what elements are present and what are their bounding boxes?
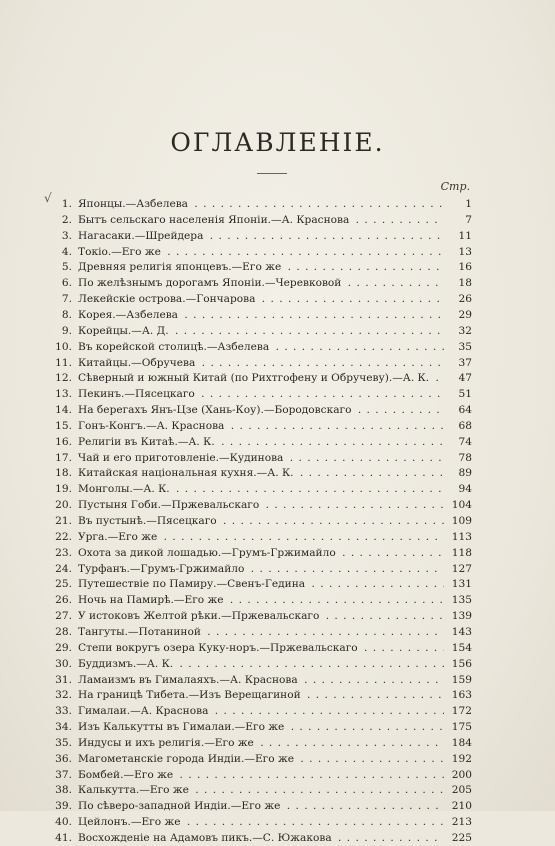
toc-entry-title-leader <box>78 624 444 640</box>
toc-entry <box>52 814 472 830</box>
toc-entry-number: 7. <box>61 293 72 306</box>
toc-entry-title-leader <box>78 228 444 244</box>
toc-entry-title-leader <box>78 196 444 212</box>
toc-entry <box>52 751 472 767</box>
toc-entry-page: 131 <box>451 578 472 591</box>
toc-entry-title: Бомбей.—Его же <box>78 768 174 781</box>
toc-entry <box>52 339 472 355</box>
toc-entry <box>52 719 472 735</box>
toc-entry <box>52 402 472 418</box>
toc-entry-number: 19. <box>55 483 72 496</box>
toc-entry-title-leader <box>78 640 444 656</box>
toc-entry-title-leader <box>78 592 444 608</box>
toc-entry <box>52 386 472 402</box>
toc-entry-page: 104 <box>451 499 472 512</box>
toc-entry-page: 118 <box>451 546 472 559</box>
toc-entry-title-leader <box>78 323 444 339</box>
toc-entry-number: 13. <box>55 388 72 401</box>
toc-entry <box>52 592 472 608</box>
toc-entry-title: Путешествіе по Памиру.—Свенъ-Гедина <box>78 578 306 591</box>
toc-entry-page: 225 <box>451 832 472 844</box>
toc-entry-number: 2. <box>61 213 72 226</box>
toc-entry-page: 205 <box>451 784 472 797</box>
toc-entry-page: 127 <box>451 562 472 575</box>
toc-entry-title: Гималаи.—А. Краснова <box>78 705 209 718</box>
toc-entry-number: 32. <box>55 689 72 702</box>
toc-entry <box>52 434 472 450</box>
toc-entry <box>52 481 472 497</box>
toc-entry <box>52 212 472 228</box>
toc-entry-title: Калькутта.—Его же <box>78 784 189 797</box>
toc-entry-title: По сѣверо-западной Индіи.—Его же <box>78 800 281 813</box>
toc-entry-title: Бытъ сельскаго населенія Японіи.—А. Краснова <box>78 213 350 226</box>
toc-entry <box>52 656 472 672</box>
toc-entry-page: 35 <box>458 340 472 353</box>
toc-entry <box>52 576 472 592</box>
toc-entry-title: Цейлонъ.—Его же <box>78 816 181 829</box>
toc-entry <box>52 767 472 783</box>
toc-entry-title-leader <box>78 291 444 307</box>
toc-entry-page: 18 <box>458 277 472 290</box>
toc-entry-title-leader <box>78 656 444 672</box>
toc-entry-page: 163 <box>451 689 472 702</box>
toc-entry-number: 12. <box>55 372 72 385</box>
toc-entry-number: 14. <box>55 404 72 417</box>
toc-entry-number: 33. <box>55 705 72 718</box>
toc-entry-title: На берегахъ Янъ-Цзе (Хань-Коу).—Бородовскаго <box>78 404 352 417</box>
toc-entry-number: 34. <box>55 721 72 734</box>
toc-entry-number: 22. <box>55 530 72 543</box>
toc-entry-page: 109 <box>451 515 472 527</box>
toc-entry-title: Индусы и ихъ религія.—Его же <box>78 736 254 749</box>
toc-entry <box>52 687 472 703</box>
toc-entry <box>52 323 472 339</box>
toc-entry-number: 38. <box>55 784 72 797</box>
toc-entry-page: 154 <box>451 641 472 654</box>
toc-entry-page: 94 <box>458 483 472 496</box>
toc-entry-title-leader <box>78 275 444 291</box>
toc-entry-title: Охота за дикой лошадью.—Грумъ-Гржимайло <box>78 546 336 559</box>
toc-entry-title: Магометанскіе города Индіи.—Его же <box>78 752 294 765</box>
toc-entry-title: Урга.—Его же <box>78 530 158 543</box>
toc-entry-page: 175 <box>451 721 472 734</box>
toc-entry-number: 30. <box>55 657 72 670</box>
toc-entry-title: На границѣ Тибета.—Изъ Верещагиной <box>78 689 301 702</box>
toc-entry-number: 25. <box>55 578 72 591</box>
toc-entry-title-leader <box>78 672 444 688</box>
toc-entry <box>52 465 472 481</box>
toc-entry <box>52 275 472 291</box>
toc-entry-page: 1 <box>465 198 472 210</box>
toc-entry <box>52 798 472 814</box>
toc-entry-number: 28. <box>55 625 72 638</box>
toc-entry-page: 37 <box>458 356 472 369</box>
toc-entry-number: 4. <box>61 245 72 258</box>
toc-entry-title: Буддизмъ.—А. К. <box>78 657 174 670</box>
toc-entry-title: Чай и его приготовленіе.—Кудинова <box>78 451 284 464</box>
toc-entry-number: 5. <box>61 261 72 274</box>
toc-entry-page: 89 <box>458 467 472 480</box>
toc-entry <box>52 735 472 751</box>
toc-entry-title-leader <box>78 751 444 767</box>
toc-entry-title: Китайцы.—Обручева <box>78 356 196 369</box>
toc-entry-title: Пекинъ.—Пясецкаго <box>78 388 195 401</box>
toc-entry-title: Гонъ-Конгъ.—А. Краснова <box>78 419 225 432</box>
toc-entry <box>52 513 472 529</box>
toc-entry <box>52 703 472 719</box>
toc-entry-number: 39. <box>55 800 72 813</box>
toc-entry-page: 64 <box>458 404 472 417</box>
toc-entry-title: Ночь на Памирѣ.—Его же <box>78 594 224 607</box>
toc-entry-page: 11 <box>458 229 472 242</box>
toc-entry-page: 16 <box>458 261 472 274</box>
toc-entry-page: 51 <box>458 388 472 401</box>
toc-entry-number: 35. <box>55 736 72 749</box>
toc-entry-page: 210 <box>451 800 472 813</box>
toc-entry-number: 20. <box>55 499 72 512</box>
toc-entry <box>52 244 472 260</box>
toc-entry-title: Степи вокругъ озера Куку-норъ.—Пржевальскаго <box>78 641 358 654</box>
toc-entry <box>52 259 472 275</box>
toc-entry <box>52 418 472 434</box>
toc-entry-title-leader <box>78 561 444 577</box>
toc-entry-title-leader <box>78 767 444 783</box>
toc-entry <box>52 624 472 640</box>
toc-entry-title-leader <box>78 687 444 703</box>
toc-entry-page: 156 <box>451 657 472 670</box>
toc-entry-number: 9. <box>61 324 72 337</box>
toc-entry-title: Корейцы.—А. Д. <box>78 324 169 337</box>
toc-entry-title: Въ пустынѣ.—Пясецкаго <box>78 515 217 527</box>
toc-entry-title-leader <box>78 608 444 624</box>
toc-entry-title: Изъ Калькутты въ Гималаи.—Его же <box>78 721 285 734</box>
toc-entry-number: 23. <box>55 546 72 559</box>
toc-entry-title: Сѣверный и южный Китай (по Рихтгофену и Обручеву).—А. К. <box>78 372 430 385</box>
toc-entry-page: 159 <box>451 673 472 686</box>
toc-entry-title: Японцы.—Азбелева <box>78 198 188 210</box>
toc-entry-number: 15. <box>55 419 72 432</box>
toc-entry-title-leader <box>78 782 444 798</box>
toc-entry-number: 8. <box>61 308 72 321</box>
toc-entry-title-leader <box>78 386 444 402</box>
toc-entry-title-leader <box>78 418 444 434</box>
toc-entry-page: 200 <box>451 768 472 781</box>
toc-entry-number: 26. <box>55 594 72 607</box>
toc-entry-title: Корея.—Азбелева <box>78 308 178 321</box>
toc-entry-page: 172 <box>451 705 472 718</box>
toc-entry-title-leader <box>78 481 444 497</box>
toc-entry <box>52 561 472 577</box>
toc-entry-title-leader <box>78 703 444 719</box>
toc-entry-title-leader <box>78 450 444 466</box>
toc-entry-title: Турфанъ.—Грумъ-Гржимайло <box>78 562 245 575</box>
toc-entry-title-leader <box>78 719 444 735</box>
toc-entry-title-leader <box>78 212 444 228</box>
toc-entry-page: 29 <box>458 308 472 321</box>
toc-entry-title-leader <box>78 339 444 355</box>
toc-entry <box>52 640 472 656</box>
toc-entry-page: 213 <box>451 816 472 829</box>
toc-entry <box>52 672 472 688</box>
toc-entry <box>52 291 472 307</box>
toc-entry-page: 139 <box>451 610 472 623</box>
toc-entry-page: 13 <box>458 245 472 258</box>
toc-entry-page: 32 <box>458 324 472 337</box>
toc-entry-title: Религіи въ Китаѣ.—А. К. <box>78 435 215 448</box>
toc-entry-title-leader <box>78 529 444 545</box>
toc-entry-number: 29. <box>55 641 72 654</box>
toc-entry-title: Китайская національная кухня.—А. К. <box>78 467 294 480</box>
toc-entry-title-leader <box>78 402 444 418</box>
toc-entry-number: 11. <box>55 356 72 369</box>
toc-entry <box>52 370 472 386</box>
toc-entry <box>52 228 472 244</box>
page-column-label: Стр. <box>440 180 470 193</box>
toc-entry-number: 37. <box>55 768 72 781</box>
toc-entry-page: 135 <box>451 594 472 607</box>
toc-entry-page: 68 <box>458 419 472 432</box>
toc-entry <box>52 529 472 545</box>
toc-entry-number: 1. <box>61 198 72 210</box>
toc-entry-page: 184 <box>451 736 472 749</box>
toc-entry-title-leader <box>78 244 444 260</box>
toc-entry-title: Ламаизмъ въ Гималаяхъ.—А. Краснова <box>78 673 298 686</box>
toc-entry <box>52 782 472 798</box>
toc-entry <box>52 830 472 846</box>
toc-entry-title: Нагасаки.—Шрейдера <box>78 229 204 242</box>
toc-entry-title: Восхожденіе на Адамовъ пикъ.—С. Южакова <box>78 832 332 844</box>
toc-entry-title-leader <box>78 497 444 513</box>
toc-entry-number: 24. <box>55 562 72 575</box>
toc-entry-page: 192 <box>451 752 472 765</box>
toc-entry-title: Въ корейской столицѣ.—Азбелева <box>78 340 270 353</box>
toc-entry-title-leader <box>78 830 444 846</box>
toc-entry-page: 78 <box>458 451 472 464</box>
toc-entry <box>52 307 472 323</box>
toc-entry-title-leader <box>78 814 444 830</box>
toc-entry-title-leader <box>78 735 444 751</box>
toc-entry-title: По желѣзнымъ дорогамъ Японіи.—Черевковой <box>78 277 342 290</box>
title-divider <box>257 173 287 174</box>
toc-entry <box>52 196 472 212</box>
page-title: ОГЛАВЛЕНІЕ. <box>170 128 385 157</box>
toc-entry-title-leader <box>78 798 444 814</box>
toc-entry-number: 17. <box>55 451 72 464</box>
toc-entry-number: 3. <box>61 229 72 242</box>
toc-entry-title-leader <box>78 513 444 529</box>
toc-entry-title-leader <box>78 465 444 481</box>
toc-entry-page: 113 <box>451 530 472 543</box>
toc-entry-number: 31. <box>55 673 72 686</box>
toc-entry-title: Тангуты.—Потаниной <box>78 625 201 638</box>
toc-entry-page: 143 <box>451 625 472 638</box>
toc-entry-page: 7 <box>465 213 472 226</box>
toc-entry-page: 74 <box>458 435 472 448</box>
toc-entry-page: 47 <box>458 372 472 385</box>
toc-entry-title-leader <box>78 307 444 323</box>
toc-entry-number: 40. <box>55 816 72 829</box>
toc-entry-number: 41. <box>55 832 72 844</box>
toc-entry-title-leader <box>78 370 444 386</box>
toc-entry-title: Токіо.—Его же <box>78 245 161 258</box>
toc-entry-number: 16. <box>55 435 72 448</box>
toc-entry-number: 21. <box>55 515 72 527</box>
toc-entry <box>52 545 472 561</box>
toc-entry-number: 27. <box>55 610 72 623</box>
toc-entry-title-leader <box>78 576 444 592</box>
toc-entry-title: Лекейскіе острова.—Гончарова <box>78 293 256 306</box>
toc-entry-title: Древняя религія японцевъ.—Его же <box>78 261 282 274</box>
toc-entry-title-leader <box>78 259 444 275</box>
toc-entry-title-leader <box>78 355 444 371</box>
margin-check-mark: √ <box>44 191 52 205</box>
toc-entry-title: Монголы.—А. К. <box>78 483 170 496</box>
toc-entry-number: 10. <box>55 340 72 353</box>
toc-entry-title-leader <box>78 545 444 561</box>
toc-entry <box>52 608 472 624</box>
toc-entry <box>52 355 472 371</box>
toc-entry <box>52 497 472 513</box>
toc-entry-title: У истоковъ Желтой рѣки.—Пржевальскаго <box>78 610 320 623</box>
toc-entry-number: 18. <box>55 467 72 480</box>
toc-entry-page: 26 <box>458 293 472 306</box>
toc-entry-title-leader <box>78 434 444 450</box>
toc-entry-number: 6. <box>61 277 72 290</box>
toc-entry-number: 36. <box>55 752 72 765</box>
toc-entry <box>52 450 472 466</box>
toc-entry-title: Пустыня Гоби.—Пржевальскаго <box>78 499 260 512</box>
